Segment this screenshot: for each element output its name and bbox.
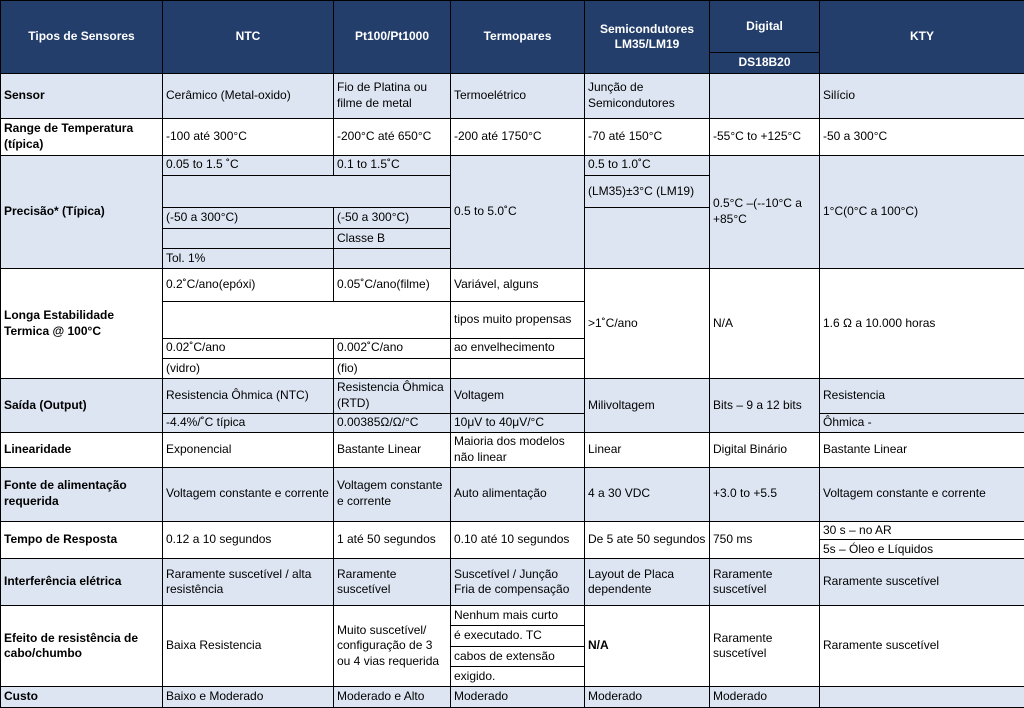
row-label: Sensor xyxy=(1,74,163,119)
cell-termopares: Termoelétrico xyxy=(451,74,585,119)
cell-empty xyxy=(163,228,334,248)
cell-termopares: Auto alimentação xyxy=(451,467,585,521)
cell-kty: -50 a 300°C xyxy=(820,118,1024,155)
cell-pt: Resistencia Ôhmica (RTD) xyxy=(334,379,451,414)
row-linearidade xyxy=(1,432,1024,467)
cell-empty xyxy=(163,175,451,208)
cell-semicondutores: Moderado xyxy=(585,687,710,708)
row-fonte xyxy=(1,467,1024,521)
cell-ntc: (-50 a 300°C) xyxy=(163,208,334,228)
header-digital-model: DS18B20 xyxy=(710,52,820,73)
cell-pt: -200°C até 650°C xyxy=(334,118,451,155)
cell-semicondutores: Junção de Semicondutores xyxy=(585,74,710,119)
cell-termopares: Moderado xyxy=(451,687,585,708)
cell-digital xyxy=(710,74,820,119)
cell-ntc: Resistencia Ôhmica (NTC) xyxy=(163,379,334,414)
row-custo xyxy=(1,687,1024,708)
header-semicondutores: Semicondutores LM35/LM19 xyxy=(585,1,710,74)
header-pt: Pt100/Pt1000 xyxy=(334,1,451,74)
cell-pt: (-50 a 300°C) xyxy=(334,208,451,228)
header-ntc: NTC xyxy=(163,1,334,74)
cell-digital: Moderado xyxy=(710,687,820,708)
cell-ntc: Raramente suscetível / alta resistência xyxy=(163,559,334,606)
cell-ntc: -4.4%/˚C típica xyxy=(163,413,334,432)
cell-digital: Bits – 9 a 12 bits xyxy=(710,379,820,433)
cell-pt: 0.00385Ω/Ω/°C xyxy=(334,413,451,432)
row-saida xyxy=(1,379,1024,414)
header-tipos: Tipos de Sensores xyxy=(1,1,163,74)
cell-kty: Voltagem constante e corrente xyxy=(820,467,1024,521)
cell-ntc: (vidro) xyxy=(163,358,334,378)
cell-kty: Raramente suscetível xyxy=(820,606,1024,687)
cell-semicondutores: 0.5 to 1.0˚C xyxy=(585,155,710,175)
cell-empty xyxy=(163,301,451,338)
row-label: Tempo de Resposta xyxy=(1,521,163,559)
cell-pt: 1 até 50 segundos xyxy=(334,521,451,559)
row-label: Linearidade xyxy=(1,432,163,467)
cell-kty: 5s – Óleo e Líquidos xyxy=(820,540,1024,559)
cell-termopares: é executado. TC xyxy=(451,626,585,646)
cell-kty xyxy=(820,687,1024,708)
cell-termopares: Nenhum mais curto xyxy=(451,606,585,626)
cell-termopares: Suscetível / Junção Fria de compensação xyxy=(451,559,585,606)
cell-digital: 750 ms xyxy=(710,521,820,559)
cell-digital: Digital Binário xyxy=(710,432,820,467)
cell-ntc: Baixo e Moderado xyxy=(163,687,334,708)
cell-kty: Resistencia xyxy=(820,379,1024,414)
cell-termopares: Maioria dos modelos não linear xyxy=(451,432,585,467)
cell-digital: Raramente suscetível xyxy=(710,606,820,687)
cell-pt: Moderado e Alto xyxy=(334,687,451,708)
cell-termopares: cabos de extensão xyxy=(451,646,585,666)
cell-termopares: -200 até 1750°C xyxy=(451,118,585,155)
header-row xyxy=(1,1,1024,53)
row-label: Interferência elétrica xyxy=(1,559,163,606)
cell-ntc: 0.2˚C/ano(epóxi) xyxy=(163,269,334,302)
cell-ntc: -100 até 300°C xyxy=(163,118,334,155)
cell-semicondutores: >1˚C/ano xyxy=(585,269,710,379)
cell-digital: -55°C to +125°C xyxy=(710,118,820,155)
cell-pt: 0.002˚C/ano xyxy=(334,338,451,358)
cell-pt: Bastante Linear xyxy=(334,432,451,467)
cell-pt: Voltagem constante e corrente xyxy=(334,467,451,521)
cell-termopares: 10μV to 40μV/°C xyxy=(451,413,585,432)
cell-termopares: exigido. xyxy=(451,667,585,687)
header-digital: Digital xyxy=(710,1,820,53)
cell-ntc: Tol. 1% xyxy=(163,249,334,269)
cell-pt: Muito suscetível/ configuração de 3 ou 4 vias requerida xyxy=(334,606,451,687)
cell-semicondutores: Milivoltagem xyxy=(585,379,710,433)
cell-kty: Silício xyxy=(820,74,1024,119)
cell-ntc: 0.02˚C/ano xyxy=(163,338,334,358)
cell-termopares: 0.10 até 10 segundos xyxy=(451,521,585,559)
cell-digital: Raramente suscetível xyxy=(710,559,820,606)
row-estabilidade xyxy=(1,269,1024,302)
row-precisao xyxy=(1,155,1024,175)
cell-pt: (fio) xyxy=(334,358,451,378)
row-interferencia xyxy=(1,559,1024,606)
row-label: Range de Temperatura (típica) xyxy=(1,118,163,155)
cell-ntc: Cerâmico (Metal-oxido) xyxy=(163,74,334,119)
cell-empty xyxy=(451,358,585,378)
row-sensor xyxy=(1,74,1024,119)
row-efeito xyxy=(1,606,1024,626)
row-range xyxy=(1,118,1024,155)
cell-digital: 0.5°C –(--10°C a +85°C xyxy=(710,155,820,269)
cell-semicondutores: De 5 ate 50 segundos xyxy=(585,521,710,559)
cell-kty: Ôhmica - xyxy=(820,413,1024,432)
cell-ntc: 0.05 to 1.5 ˚C xyxy=(163,155,334,175)
cell-digital: +3.0 to +5.5 xyxy=(710,467,820,521)
cell-semicondutores: 4 a 30 VDC xyxy=(585,467,710,521)
cell-pt: Fio de Platina ou filme de metal xyxy=(334,74,451,119)
row-tempo xyxy=(1,521,1024,540)
cell-pt: Classe B xyxy=(334,228,451,248)
row-label: Custo xyxy=(1,687,163,708)
cell-kty: Raramente suscetível xyxy=(820,559,1024,606)
cell-kty: 1.6 Ω a 10.000 horas xyxy=(820,269,1024,379)
cell-pt: 0.05˚C/ano(filme) xyxy=(334,269,451,302)
cell-termopares: ao envelhecimento xyxy=(451,338,585,358)
cell-kty: Bastante Linear xyxy=(820,432,1024,467)
header-termopares: Termopares xyxy=(451,1,585,74)
cell-pt: Raramente suscetível xyxy=(334,559,451,606)
cell-kty: 1°C(0°C a 100°C) xyxy=(820,155,1024,269)
cell-ntc: Exponencial xyxy=(163,432,334,467)
cell-digital: N/A xyxy=(710,269,820,379)
cell-ntc: Baixa Resistencia xyxy=(163,606,334,687)
row-label: Fonte de alimentação requerida xyxy=(1,467,163,521)
cell-ntc: Voltagem constante e corrente xyxy=(163,467,334,521)
cell-termopares: Variável, alguns xyxy=(451,269,585,302)
row-label: Longa Estabilidade Termica @ 100°C xyxy=(1,269,163,379)
row-label: Saída (Output) xyxy=(1,379,163,433)
cell-ntc: 0.12 a 10 segundos xyxy=(163,521,334,559)
header-kty: KTY xyxy=(820,1,1024,74)
cell-empty xyxy=(334,249,451,269)
cell-termopares: 0.5 to 5.0˚C xyxy=(451,155,585,269)
cell-termopares: Voltagem xyxy=(451,379,585,414)
cell-semicondutores: N/A xyxy=(585,606,710,687)
cell-semicondutores: -70 até 150°C xyxy=(585,118,710,155)
cell-termopares: tipos muito propensas xyxy=(451,301,585,338)
cell-semicondutores: (LM35)±3°C (LM19) xyxy=(585,175,710,208)
row-label: Efeito de resistência de cabo/chumbo xyxy=(1,606,163,687)
cell-kty: 30 s – no AR xyxy=(820,521,1024,540)
cell-semicondutores: Linear xyxy=(585,432,710,467)
cell-pt: 0.1 to 1.5˚C xyxy=(334,155,451,175)
cell-semicondutores: Layout de Placa dependente xyxy=(585,559,710,606)
cell-empty xyxy=(585,208,710,269)
row-label: Precisão* (Típica) xyxy=(1,155,163,269)
